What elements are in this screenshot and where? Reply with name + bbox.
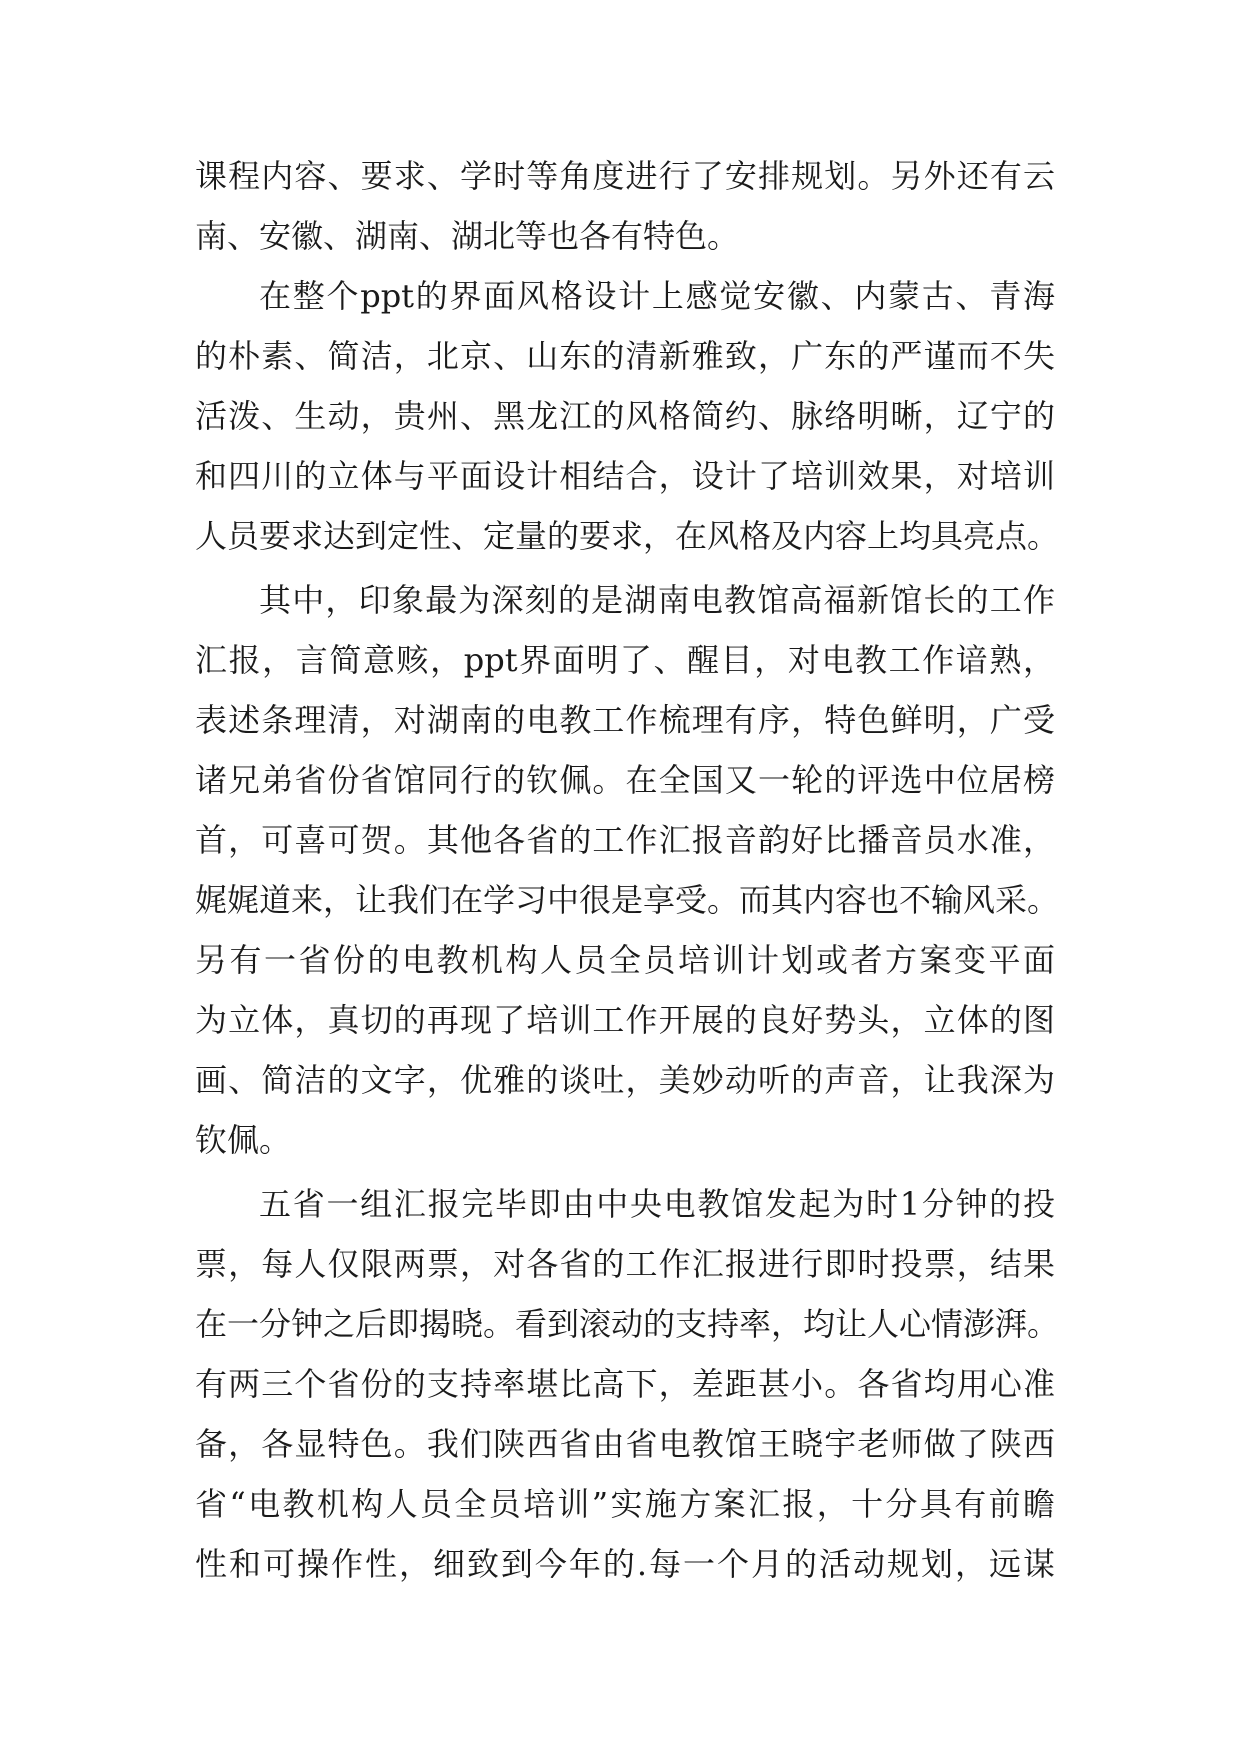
text-line: 南、安徽、湖南、湖北等也各有特色。 [195, 217, 740, 255]
paragraph-first-line: 五省一组汇报完毕即由中央电教馆发起为时1分钟的投 [259, 1185, 1055, 1223]
text-line: 画、简洁的文字，优雅的谈吐，美妙动听的声音，让我深为 [195, 1061, 1055, 1099]
text-line: 和四川的立体与平面设计相结合，设计了培训效果，对培训 [195, 457, 1055, 495]
paragraph-first-line: 其中，印象最为深刻的是湖南电教馆高福新馆长的工作 [259, 581, 1055, 619]
text-line: 首，可喜可贺。其他各省的工作汇报音韵好比播音员水准， [195, 821, 1055, 859]
text-line: 有两三个省份的支持率堪比高下，差距甚小。各省均用心准 [195, 1365, 1055, 1403]
text-line: 票，每人仅限两票，对各省的工作汇报进行即时投票，结果 [195, 1245, 1055, 1283]
paragraph-first-line: 在整个ppt的界面风格设计上感觉安徽、内蒙古、青海 [259, 277, 1055, 315]
text-line: 的朴素、简洁，北京、山东的清新雅致，广东的严谨而不失 [195, 337, 1055, 375]
text-line: 课程内容、要求、学时等角度进行了安排规划。另外还有云 [195, 157, 1055, 195]
text-line: 表述条理清，对湖南的电教工作梳理有序，特色鲜明，广受 [195, 701, 1055, 739]
text-line: 省“电教机构人员全员培训”实施方案汇报，十分具有前瞻 [195, 1485, 1055, 1523]
text-line: 诸兄弟省份省馆同行的钦佩。在全国又一轮的评选中位居榜 [195, 761, 1055, 799]
text-line: 汇报，言简意赅，ppt界面明了、醒目，对电教工作谙熟， [195, 641, 1055, 679]
text-line: 性和可操作性，细致到今年的.每一个月的活动规划，远谋 [195, 1545, 1055, 1583]
text-line: 为立体，真切的再现了培训工作开展的良好势头，立体的图 [195, 1001, 1055, 1039]
text-line: 娓娓道来，让我们在学习中很是享受。而其内容也不输风采。 [195, 881, 1060, 919]
text-line: 活泼、生动，贵州、黑龙江的风格简约、脉络明晰，辽宁的 [195, 397, 1055, 435]
text-line: 另有一省份的电教机构人员全员培训计划或者方案变平面 [195, 941, 1055, 979]
text-line: 在一分钟之后即揭晓。看到滚动的支持率，均让人心情澎湃。 [195, 1305, 1060, 1343]
text-line: 人员要求达到定性、定量的要求，在风格及内容上均具亮点。 [195, 517, 1060, 555]
text-line: 备，各显特色。我们陕西省由省电教馆王晓宇老师做了陕西 [195, 1425, 1055, 1463]
text-line: 钦佩。 [195, 1121, 292, 1159]
